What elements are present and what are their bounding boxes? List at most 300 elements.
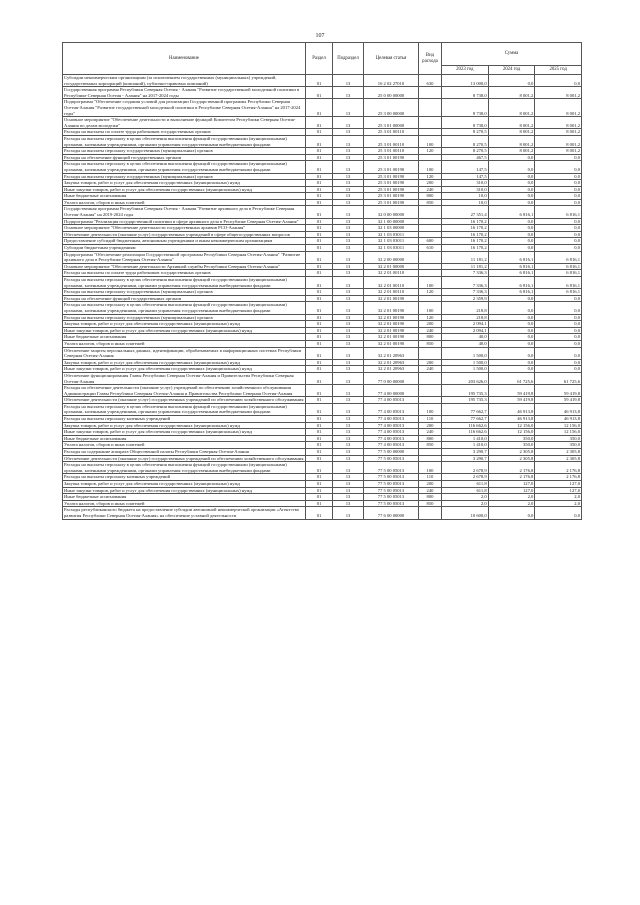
row-expense-type <box>419 154 442 161</box>
row-target-article: 32 1 03 03011 <box>364 231 419 238</box>
row-sum-2025: 8 001,2 <box>535 87 582 99</box>
row-target-article: 25 3 01 00110 <box>364 148 419 155</box>
table-row <box>63 263 582 270</box>
row-expense-type: 610 <box>419 245 442 252</box>
row-sum-2024: 0,0 <box>488 193 535 200</box>
row-sum-2025: 0,0 <box>535 161 582 173</box>
row-sum-2023: 116 662,6 <box>442 422 489 429</box>
row-razdel: 01 <box>306 270 333 277</box>
row-podrazdel: 13 <box>333 462 364 474</box>
row-target-article: 25 3 01 00000 <box>364 117 419 129</box>
row-razdel: 01 <box>306 474 333 481</box>
row-target-article: 25 3 01 00190 <box>364 154 419 161</box>
table-row <box>63 366 582 373</box>
row-sum-2024: 2,0 <box>488 500 535 507</box>
row-razdel: 01 <box>306 359 333 366</box>
row-expense-type <box>419 507 442 519</box>
row-expense-type <box>419 218 442 225</box>
table-row <box>63 403 582 415</box>
row-sum-2024: 0,0 <box>488 321 535 328</box>
row-expense-type <box>419 347 442 359</box>
table-row <box>63 321 582 328</box>
row-sum-2023: 10,0 <box>442 199 489 206</box>
row-razdel: 01 <box>306 161 333 173</box>
row-target-article: 32 2 00 00000 <box>364 251 419 263</box>
row-name: Государственная программа Республики Северная Осетия - Алания "Развитие архивного дела в Республике Северная Осетия-Алания" на 2019-2024 годы <box>63 206 306 218</box>
row-razdel: 01 <box>306 481 333 488</box>
row-podrazdel: 13 <box>333 135 364 147</box>
row-sum-2023: 10 600,0 <box>442 507 489 519</box>
row-podrazdel: 13 <box>333 327 364 334</box>
header-name: Наименование <box>63 43 306 75</box>
row-target-article: 77 5 00 05013 <box>364 455 419 462</box>
row-sum-2023: 467,5 <box>442 154 489 161</box>
row-podrazdel: 13 <box>333 429 364 436</box>
table-row <box>63 117 582 129</box>
row-sum-2023: 13 000,0 <box>442 75 489 87</box>
table-row <box>63 270 582 277</box>
row-sum-2025: 0,0 <box>535 302 582 314</box>
row-razdel: 01 <box>306 462 333 474</box>
row-sum-2025: 6 816,1 <box>535 277 582 289</box>
row-sum-2025: 2,0 <box>535 494 582 501</box>
row-expense-type: 200 <box>419 180 442 187</box>
table-row <box>63 99 582 117</box>
row-sum-2024: 59 419,8 <box>488 397 535 404</box>
table-row <box>63 129 582 136</box>
row-razdel: 01 <box>306 416 333 423</box>
row-expense-type: 240 <box>419 429 442 436</box>
row-sum-2025: 12 156,0 <box>535 429 582 436</box>
row-name: Расходы на обеспечение функций государственных органов <box>63 295 306 302</box>
row-sum-2025: 0,0 <box>535 218 582 225</box>
table-row <box>63 340 582 347</box>
row-expense-type: 850 <box>419 340 442 347</box>
row-razdel: 01 <box>306 449 333 456</box>
table-row <box>63 334 582 341</box>
row-expense-type: 100 <box>419 161 442 173</box>
row-sum-2023: 7 336,3 <box>442 277 489 289</box>
header-sum: Сумма <box>442 43 582 66</box>
row-podrazdel: 13 <box>333 314 364 321</box>
row-podrazdel: 13 <box>333 173 364 180</box>
row-expense-type: 100 <box>419 462 442 474</box>
table-row <box>63 442 582 449</box>
row-sum-2025: 2 305,8 <box>535 449 582 456</box>
row-sum-2025: 0,0 <box>535 193 582 200</box>
row-podrazdel: 13 <box>333 99 364 117</box>
row-target-article: 77 4 00 05013 <box>364 429 419 436</box>
row-target-article: 77 4 00 00000 <box>364 385 419 397</box>
table-row <box>63 302 582 314</box>
row-sum-2024: 0,0 <box>488 154 535 161</box>
row-podrazdel: 13 <box>333 263 364 270</box>
row-target-article: 25 3 01 00190 <box>364 186 419 193</box>
row-target-article: 32 2 01 00190 <box>364 302 419 314</box>
row-sum-2025: 127,0 <box>535 481 582 488</box>
row-razdel: 01 <box>306 340 333 347</box>
table-row <box>63 225 582 232</box>
row-podrazdel: 13 <box>333 302 364 314</box>
row-sum-2023: 11 181,2 <box>442 251 489 263</box>
row-razdel: 01 <box>306 148 333 155</box>
row-expense-type: 800 <box>419 494 442 501</box>
table-row <box>63 314 582 321</box>
row-sum-2024: 12 156,0 <box>488 429 535 436</box>
row-name: Иные бюджетные ассигнования <box>63 435 306 442</box>
row-sum-2024: 6 816,1 <box>488 289 535 296</box>
row-sum-2025: 8 001,2 <box>535 99 582 117</box>
header-year-2023: 2023 год <box>442 66 489 75</box>
row-razdel: 01 <box>306 129 333 136</box>
row-target-article: 77 4 00 05013 <box>364 416 419 423</box>
row-sum-2024: 2 305,8 <box>488 449 535 456</box>
header-target-article: Целевая статья <box>364 43 419 75</box>
row-sum-2023: 8 738,0 <box>442 99 489 117</box>
table-row <box>63 173 582 180</box>
row-razdel: 01 <box>306 99 333 117</box>
row-expense-type: 200 <box>419 321 442 328</box>
row-podrazdel: 13 <box>333 206 364 218</box>
row-podrazdel: 13 <box>333 225 364 232</box>
row-target-article: 77 5 00 05013 <box>364 500 419 507</box>
row-razdel: 01 <box>306 75 333 87</box>
row-expense-type <box>419 251 442 263</box>
row-razdel: 01 <box>306 442 333 449</box>
table-row <box>63 206 582 218</box>
row-target-article: 77 4 00 05013 <box>364 442 419 449</box>
row-podrazdel: 13 <box>333 218 364 225</box>
row-podrazdel: 13 <box>333 442 364 449</box>
row-name: Субсидии бюджетным учреждениям <box>63 245 306 252</box>
row-target-article: 32 0 00 00000 <box>364 206 419 218</box>
row-podrazdel: 13 <box>333 449 364 456</box>
row-razdel: 01 <box>306 314 333 321</box>
row-podrazdel: 13 <box>333 161 364 173</box>
row-sum-2023: 116 662,6 <box>442 429 489 436</box>
row-sum-2024: 0,0 <box>488 173 535 180</box>
row-sum-2023: 1 500,0 <box>442 347 489 359</box>
row-sum-2024: 61 725,6 <box>488 372 535 384</box>
row-sum-2024: 6 816,1 <box>488 206 535 218</box>
row-target-article: 77 5 00 05013 <box>364 481 419 488</box>
table-row <box>63 231 582 238</box>
header-year-2024: 2024 год <box>488 66 535 75</box>
row-podrazdel: 13 <box>333 334 364 341</box>
row-sum-2023: 40,0 <box>442 340 489 347</box>
table-row <box>63 87 582 99</box>
row-podrazdel: 13 <box>333 397 364 404</box>
header-expense-type: Вид расхода <box>419 43 442 75</box>
table-row <box>63 238 582 245</box>
row-target-article: 32 2 01 00190 <box>364 340 419 347</box>
row-sum-2024: 6 816,1 <box>488 270 535 277</box>
row-podrazdel: 13 <box>333 474 364 481</box>
row-name: Иные закупки товаров, работ и услуг для обеспечения государственных (муниципальных) нужд <box>63 186 306 193</box>
row-name: Уплата налогов, сборов и иных платежей <box>63 442 306 449</box>
row-target-article: 77 0 00 00000 <box>364 372 419 384</box>
row-expense-type <box>419 270 442 277</box>
row-podrazdel: 13 <box>333 154 364 161</box>
row-name: Закупка товаров, работ и услуг для обеспечения государственных (муниципальных) нужд <box>63 321 306 328</box>
row-sum-2025: 59 419,8 <box>535 385 582 397</box>
row-name: Обеспечение функционирования Главы Республики Северная Осетия-Алания и Правительства Республики Северная Осетия-Алания <box>63 372 306 384</box>
row-target-article: 77 4 00 05013 <box>364 397 419 404</box>
row-sum-2025: 8 001,2 <box>535 129 582 136</box>
row-sum-2023: 77 662,7 <box>442 403 489 415</box>
row-podrazdel: 13 <box>333 321 364 328</box>
row-sum-2023: 147,5 <box>442 161 489 173</box>
table-row <box>63 487 582 494</box>
row-name: Иные бюджетные ассигнования <box>63 193 306 200</box>
row-podrazdel: 13 <box>333 289 364 296</box>
row-razdel: 01 <box>306 87 333 99</box>
row-name: Обеспечение деятельности (оказание услуг) государственных учреждений по обеспечению хозяйственного обслуживания <box>63 397 306 404</box>
table-row <box>63 154 582 161</box>
row-sum-2024: 12 156,0 <box>488 422 535 429</box>
row-sum-2025: 2 176,8 <box>535 462 582 474</box>
row-sum-2023: 203 626,0 <box>442 372 489 384</box>
row-name: Предоставление субсидий бюджетным, автономным учреждениям и иным некоммерческим организациям <box>63 238 306 245</box>
row-target-article: 77 6 00 00000 <box>364 507 419 519</box>
table-row <box>63 500 582 507</box>
row-sum-2024: 0,0 <box>488 199 535 206</box>
row-target-article: 32 1 03 03011 <box>364 238 419 245</box>
row-sum-2024: 8 001,2 <box>488 135 535 147</box>
row-podrazdel: 13 <box>333 507 364 519</box>
row-name: Расходы на выплаты по оплате труда работников государственных органов <box>63 129 306 136</box>
row-sum-2024: 0,0 <box>488 161 535 173</box>
row-name: Обеспечение деятельности (оказание услуг) государственных учреждений по обеспечению хозяйственного обслуживания <box>63 455 306 462</box>
row-target-article: 32 2 01 00110 <box>364 289 419 296</box>
row-podrazdel: 13 <box>333 295 364 302</box>
row-sum-2023: 1 500,0 <box>442 366 489 373</box>
row-sum-2024: 0,0 <box>488 231 535 238</box>
row-sum-2023: 27 351,4 <box>442 206 489 218</box>
row-sum-2024: 0,0 <box>488 327 535 334</box>
row-name: Расходы республиканского бюджета на предоставление субсидии автономной некоммерческой организации «Агентство развития Республики Северная Осетия-Алания» на обеспечение уставной деятельности <box>63 507 306 519</box>
row-podrazdel: 13 <box>333 347 364 359</box>
row-sum-2024: 0,0 <box>488 225 535 232</box>
row-sum-2025: 59 419,8 <box>535 397 582 404</box>
row-sum-2024: 0,0 <box>488 238 535 245</box>
row-sum-2025: 0,0 <box>535 347 582 359</box>
table-row <box>63 161 582 173</box>
table-row <box>63 289 582 296</box>
row-podrazdel: 13 <box>333 87 364 99</box>
row-razdel: 01 <box>306 206 333 218</box>
row-name: Закупка товаров, работ и услуг для обеспечения государственных (муниципальных) нужд <box>63 481 306 488</box>
row-sum-2023: 8 270,5 <box>442 148 489 155</box>
row-expense-type: 850 <box>419 199 442 206</box>
row-sum-2025: 0,0 <box>535 340 582 347</box>
row-expense-type: 110 <box>419 416 442 423</box>
row-sum-2025: 0,0 <box>535 507 582 519</box>
row-podrazdel: 13 <box>333 231 364 238</box>
row-target-article: 32 2 01 00110 <box>364 277 419 289</box>
row-sum-2025: 0,0 <box>535 173 582 180</box>
row-name: Иные бюджетные ассигнования <box>63 494 306 501</box>
row-name: Уплата налогов, сборов и иных платежей <box>63 340 306 347</box>
table-row <box>63 429 582 436</box>
row-sum-2025: 2 176,8 <box>535 474 582 481</box>
table-body <box>63 75 582 520</box>
row-sum-2024: 0,0 <box>488 180 535 187</box>
row-razdel: 01 <box>306 403 333 415</box>
row-razdel: 01 <box>306 180 333 187</box>
row-podrazdel: 13 <box>333 487 364 494</box>
table-row <box>63 462 582 474</box>
row-razdel: 01 <box>306 225 333 232</box>
row-expense-type: 100 <box>419 403 442 415</box>
row-sum-2023: 1 410,0 <box>442 435 489 442</box>
row-expense-type <box>419 117 442 129</box>
row-razdel: 01 <box>306 327 333 334</box>
row-name: Расходы на обеспечение функций государственных органов <box>63 154 306 161</box>
row-podrazdel: 13 <box>333 245 364 252</box>
row-sum-2023: 16 170,2 <box>442 218 489 225</box>
row-name: Уплата налогов, сборов и иных платежей <box>63 199 306 206</box>
row-sum-2023: 2 094,1 <box>442 327 489 334</box>
row-name: Обеспечение защиты персональных данных, идентификации, обрабатываемых в информационных системах Республики Северная Осетия-Алания <box>63 347 306 359</box>
row-name: Расходы на выплаты персоналу в целях обеспечения выполнения функций государственными (муниципальными) органами, казенными учреждениями, органами управления государственными внебюджетными фондами <box>63 161 306 173</box>
row-podrazdel: 13 <box>333 186 364 193</box>
row-sum-2025: 0,0 <box>535 359 582 366</box>
row-name: Расходы на выплаты персоналу в целях обеспечения выполнения функций государственными (муниципальными) органами, казенными учреждениями, органами управления государственными внебюджетными фондами <box>63 302 306 314</box>
row-name: Подпрограмма "Обеспечение реализации Государственной программы Республики Северная Осетия-Алания" "Развитие архивного дела в Республике Северная Осетия-Алания" <box>63 251 306 263</box>
row-sum-2025: 0,0 <box>535 314 582 321</box>
header-podrazdel: Подраздел <box>333 43 364 75</box>
row-sum-2025: 350,0 <box>535 435 582 442</box>
table-row <box>63 494 582 501</box>
row-expense-type: 240 <box>419 327 442 334</box>
row-expense-type: 100 <box>419 277 442 289</box>
row-name: Расходы на выплаты персоналу казенных учреждений <box>63 416 306 423</box>
row-podrazdel: 13 <box>333 500 364 507</box>
row-sum-2023: 11 181,2 <box>442 263 489 270</box>
row-podrazdel: 13 <box>333 366 364 373</box>
row-name: Иные закупки товаров, работ и услуг для обеспечения государственных (муниципальных) нужд <box>63 366 306 373</box>
row-podrazdel: 13 <box>333 238 364 245</box>
row-sum-2024: 2,0 <box>488 494 535 501</box>
row-expense-type <box>419 455 442 462</box>
row-sum-2024: 127,0 <box>488 487 535 494</box>
row-sum-2024: 350,0 <box>488 442 535 449</box>
table-row <box>63 218 582 225</box>
row-razdel: 01 <box>306 218 333 225</box>
row-sum-2025: 8 001,2 <box>535 117 582 129</box>
row-sum-2025: 61 725,6 <box>535 372 582 384</box>
row-expense-type <box>419 225 442 232</box>
row-sum-2023: 2 678,9 <box>442 462 489 474</box>
row-razdel: 01 <box>306 117 333 129</box>
row-target-article: 25 3 01 00110 <box>364 135 419 147</box>
row-expense-type: 200 <box>419 422 442 429</box>
row-target-article: 32 1 00 00000 <box>364 218 419 225</box>
row-sum-2024: 8 001,2 <box>488 117 535 129</box>
row-sum-2023: 3 290,7 <box>442 449 489 456</box>
table-row <box>63 372 582 384</box>
row-sum-2023: 7 336,3 <box>442 270 489 277</box>
row-name: Иные закупки товаров, работ и услуг для обеспечения государственных (муниципальных) нужд <box>63 487 306 494</box>
row-podrazdel: 13 <box>333 277 364 289</box>
row-podrazdel: 13 <box>333 117 364 129</box>
row-expense-type: 200 <box>419 481 442 488</box>
row-target-article: 32 2 01 20963 <box>364 347 419 359</box>
table-row <box>63 75 582 87</box>
row-target-article: 77 5 00 05013 <box>364 462 419 474</box>
row-podrazdel: 13 <box>333 359 364 366</box>
row-target-article: 77 4 00 05013 <box>364 435 419 442</box>
row-podrazdel: 13 <box>333 251 364 263</box>
row-podrazdel: 13 <box>333 494 364 501</box>
row-sum-2023: 16 170,2 <box>442 245 489 252</box>
row-name: Расходы на выплаты персоналу государственных (муниципальных) органов <box>63 314 306 321</box>
row-sum-2025: 46 913,8 <box>535 403 582 415</box>
header-razdel: Раздел <box>306 43 333 75</box>
row-target-article: 32 2 01 20963 <box>364 359 419 366</box>
row-razdel: 01 <box>306 186 333 193</box>
row-razdel: 01 <box>306 251 333 263</box>
row-sum-2024: 0,0 <box>488 186 535 193</box>
row-sum-2024: 0,0 <box>488 366 535 373</box>
row-sum-2025: 6 816,1 <box>535 270 582 277</box>
row-sum-2023: 77 662,7 <box>442 416 489 423</box>
row-target-article: 25 0 00 00000 <box>364 87 419 99</box>
row-razdel: 01 <box>306 435 333 442</box>
row-sum-2024: 6 816,1 <box>488 251 535 263</box>
row-sum-2024: 0,0 <box>488 75 535 87</box>
row-podrazdel: 13 <box>333 481 364 488</box>
row-sum-2024: 0,0 <box>488 340 535 347</box>
row-name: Расходы на выплаты персоналу в целях обеспечения выполнения функций государственными (муниципальными) органами, казенными учреждениями, органами управления государственными внебюджетными фондами <box>63 135 306 147</box>
row-target-article: 25 3 01 00190 <box>364 173 419 180</box>
row-sum-2023: 147,5 <box>442 173 489 180</box>
row-expense-type: 240 <box>419 366 442 373</box>
table-row <box>63 148 582 155</box>
row-sum-2025: 46 913,8 <box>535 416 582 423</box>
row-expense-type: 100 <box>419 302 442 314</box>
row-expense-type: 120 <box>419 173 442 180</box>
table-row <box>63 481 582 488</box>
table-row <box>63 295 582 302</box>
row-sum-2024: 2 176,8 <box>488 462 535 474</box>
row-sum-2023: 10,0 <box>442 193 489 200</box>
row-sum-2023: 16 170,2 <box>442 225 489 232</box>
row-target-article: 32 2 01 00000 <box>364 263 419 270</box>
table-row <box>63 251 582 263</box>
row-sum-2023: 3 290,7 <box>442 455 489 462</box>
row-razdel: 01 <box>306 199 333 206</box>
row-razdel: 01 <box>306 422 333 429</box>
row-razdel: 01 <box>306 500 333 507</box>
row-sum-2025: 0,0 <box>535 238 582 245</box>
row-sum-2025: 6 816,1 <box>535 251 582 263</box>
row-expense-type <box>419 295 442 302</box>
row-expense-type: 630 <box>419 75 442 87</box>
row-razdel: 01 <box>306 507 333 519</box>
row-sum-2025: 2,0 <box>535 500 582 507</box>
row-name: Государственная программа Республики Северная Осетия - Алания "Развитие государственной молодежной политики в Республике Северная Осетия - Алания" на 2017-2024 годы <box>63 87 306 99</box>
row-name: Расходы на выплаты персоналу государственных (муниципальных) органов <box>63 148 306 155</box>
row-target-article: 32 2 01 00110 <box>364 270 419 277</box>
table-row <box>63 199 582 206</box>
row-target-article: 25 3 01 00110 <box>364 129 419 136</box>
table-row <box>63 455 582 462</box>
row-name: Основное мероприятие "Обеспечение деятельности Архивной службы Республики Северная Осетия-Алания" <box>63 263 306 270</box>
table-row <box>63 359 582 366</box>
table-row <box>63 277 582 289</box>
